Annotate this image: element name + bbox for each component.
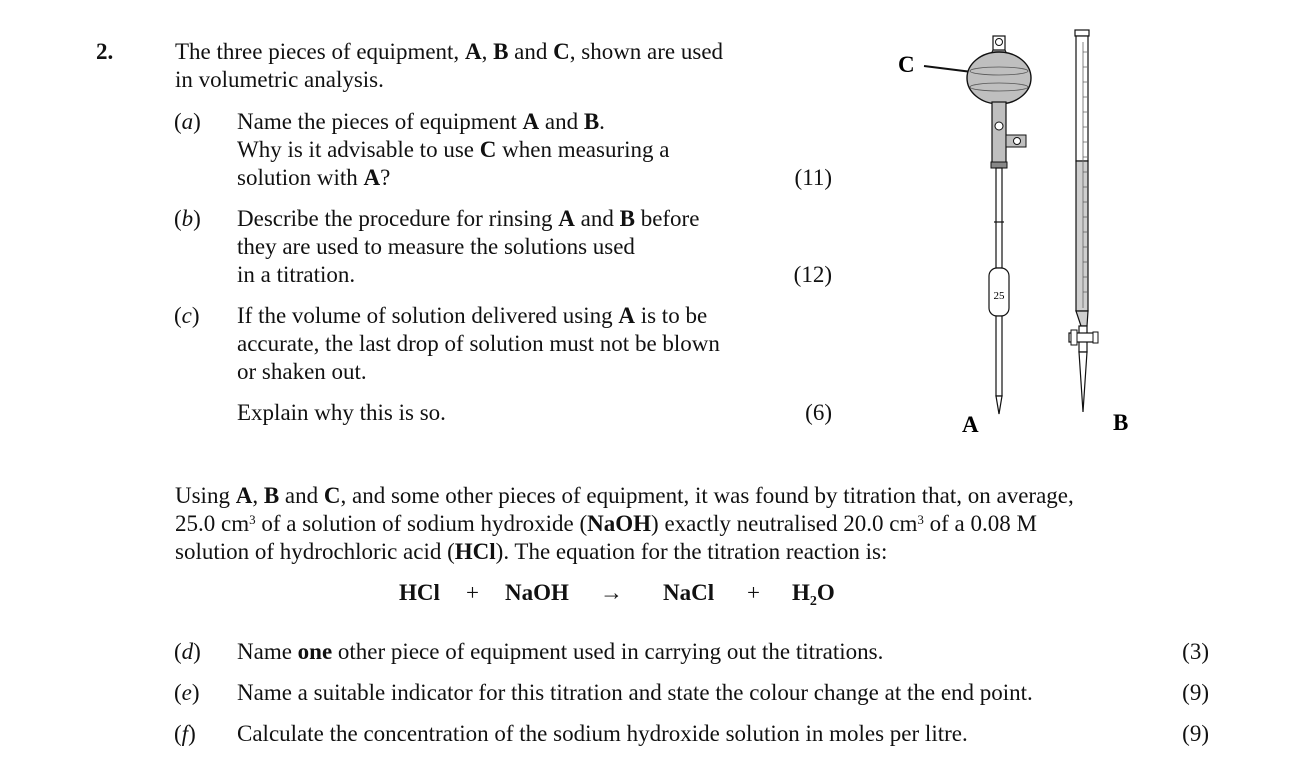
part-c-line-4: Explain why this is so.	[237, 400, 446, 425]
part-f-marks: (9)	[1182, 721, 1209, 746]
paragraph-line-3: solution of hydrochloric acid (HCl). The equation for the titration reaction is:	[175, 539, 888, 564]
part-b-label: (b)	[174, 206, 201, 231]
equation-arrow: →	[600, 580, 623, 605]
part-f-text: Calculate the concentration of the sodium hydroxide solution in moles per litre.	[237, 721, 968, 746]
equation-plus-1: +	[466, 580, 479, 605]
paragraph-line-1: Using A, B and C, and some other pieces of equipment, it was found by titration that, on average,	[175, 483, 1074, 508]
part-c-label: (c)	[174, 303, 200, 328]
part-c-line-1: If the volume of solution delivered using A is to be	[237, 303, 708, 328]
part-a-label: (a)	[174, 109, 201, 134]
part-c-marks: (6)	[805, 400, 832, 425]
intro-line-2: in volumetric analysis.	[175, 67, 384, 92]
equation-plus-2: +	[747, 580, 760, 605]
part-e-marks: (9)	[1182, 680, 1209, 705]
paragraph-line-2: 25.0 $cm^3$ of a solution of sodium hydroxide (NaOH) exactly neutralised 20.0 $cm^3$ of a 0.08 M	[175, 511, 1037, 536]
equation-water: $H_2O$	[792, 580, 835, 609]
part-c-line-3: or shaken out.	[237, 359, 367, 384]
part-c-line-2: accurate, the last drop of solution must not be blown	[237, 331, 720, 356]
label-b: B	[1113, 410, 1129, 435]
part-b-line-3: in a titration.	[237, 262, 356, 287]
equation-naoh: NaOH	[505, 580, 569, 605]
part-a-line-2: Why is it advisable to use C when measuring a	[237, 137, 670, 162]
part-e-text: Name a suitable indicator for this titration and state the colour change at the end point.	[237, 680, 1033, 705]
part-a-line-1: Name the pieces of equipment A and B.	[237, 109, 605, 134]
part-b-marks: (12)	[793, 262, 832, 287]
equation-hcl: HCl	[399, 580, 440, 605]
pipette-volume-mark: 25	[993, 290, 1005, 302]
part-f-label: (f)	[174, 721, 196, 746]
part-d-label: (d)	[174, 639, 201, 664]
part-a-marks: (11)	[794, 165, 832, 190]
part-e-label: (e)	[174, 680, 200, 705]
question-number: 2.	[96, 39, 114, 64]
label-a: A	[962, 412, 979, 437]
part-b-line-2: they are used to measure the solutions used	[237, 234, 635, 259]
burette-b	[1069, 30, 1098, 412]
pipette-filler-c	[967, 36, 1031, 168]
equation-nacl: NaCl	[663, 580, 715, 605]
part-a-line-3: solution with A?	[237, 165, 391, 190]
pipette-a	[989, 168, 1009, 414]
intro-line-1: The three pieces of equipment, A, B and C, shown are used	[175, 39, 724, 64]
part-d-marks: (3)	[1182, 639, 1209, 664]
part-b-line-1: Describe the procedure for rinsing A and B before	[237, 206, 700, 231]
label-c: C	[898, 52, 915, 77]
part-d-text: Name one other piece of equipment used in carrying out the titrations.	[237, 639, 884, 664]
equipment-figure	[880, 22, 1140, 442]
